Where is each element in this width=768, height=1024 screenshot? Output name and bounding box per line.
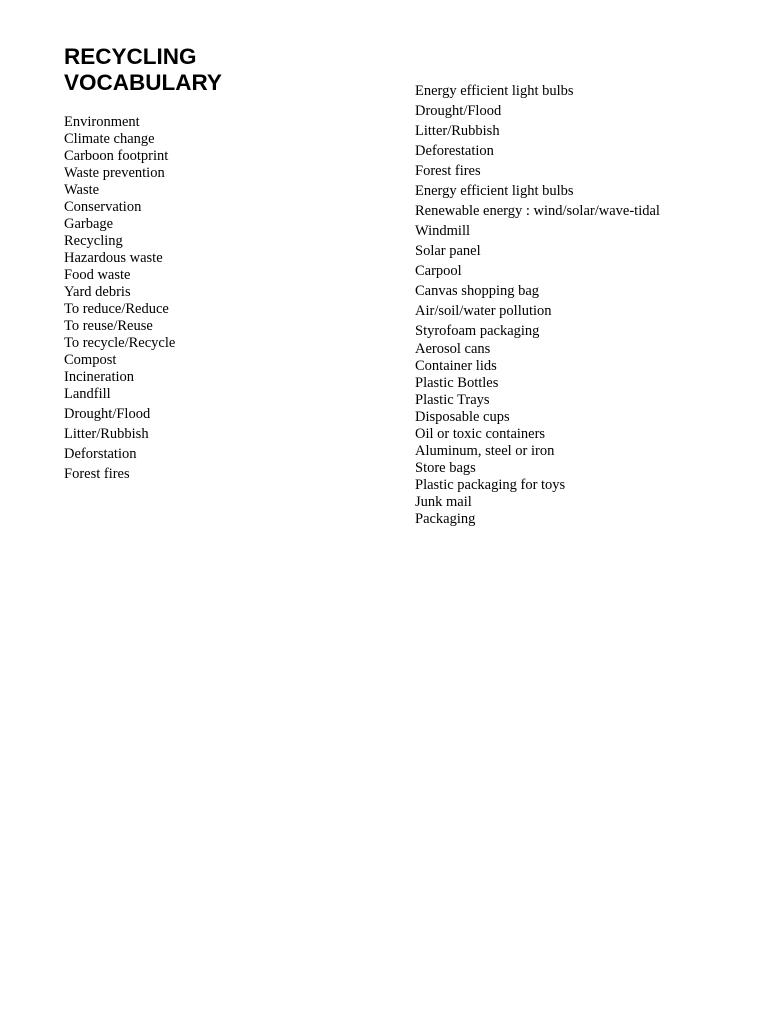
vocabulary-list-left xyxy=(64,114,364,486)
vocab-item: Waste prevention xyxy=(64,165,165,181)
vocab-item: Climate change xyxy=(64,131,155,147)
vocab-item: Recycling xyxy=(64,233,123,249)
vocab-item: Forest fires xyxy=(64,466,130,482)
vocab-item: Compost xyxy=(64,352,117,368)
vocab-item: Plastic Bottles xyxy=(415,375,499,391)
vocab-item: Deforstation xyxy=(64,446,137,462)
vocab-item: Conservation xyxy=(64,199,142,215)
vocab-item: Environment xyxy=(64,114,140,130)
vocab-item: Waste xyxy=(64,182,100,198)
vocab-item: Packaging xyxy=(415,511,476,527)
vocab-item: To reduce/Reduce xyxy=(64,301,169,317)
vocab-item: To reuse/Reuse xyxy=(64,318,153,334)
vocab-item: Energy efficient light bulbs xyxy=(415,183,574,199)
title-line-2: VOCABULARY xyxy=(64,70,222,95)
vocab-item: Drought/Flood xyxy=(64,406,151,422)
vocab-item: Drought/Flood xyxy=(415,103,502,119)
vocab-item: Plastic packaging for toys xyxy=(415,477,566,493)
vocab-item: Litter/Rubbish xyxy=(64,426,149,442)
vocab-item: Hazardous waste xyxy=(64,250,163,266)
vocab-item: Landfill xyxy=(64,386,111,402)
vocab-item: Yard debris xyxy=(64,284,131,300)
vocab-item: Food waste xyxy=(64,267,131,283)
vocab-item: Oil or toxic containers xyxy=(415,426,546,442)
vocab-item: Aerosol cans xyxy=(415,341,491,357)
vocab-item: Incineration xyxy=(64,369,135,385)
vocab-item: Carpool xyxy=(415,263,462,279)
vocab-item: Carboon footprint xyxy=(64,148,169,164)
vocab-item: Styrofoam packaging xyxy=(415,323,540,339)
vocab-item: Store bags xyxy=(415,460,476,476)
vocab-item: Junk mail xyxy=(415,494,472,510)
page-title xyxy=(64,44,364,96)
vocab-item: Windmill xyxy=(415,223,470,239)
vocab-item: Canvas shopping bag xyxy=(415,283,540,299)
vocabulary-list-right xyxy=(415,83,755,528)
vocab-item: Disposable cups xyxy=(415,409,510,425)
vocab-item: To recycle/Recycle xyxy=(64,335,176,351)
vocab-item: Forest fires xyxy=(415,163,481,179)
vocab-item: Solar panel xyxy=(415,243,481,259)
vocab-item: Deforestation xyxy=(415,143,494,159)
vocab-item: Aluminum, steel or iron xyxy=(415,443,555,459)
vocab-item: Container lids xyxy=(415,358,497,374)
vocab-item: Renewable energy : wind/solar/wave-tidal xyxy=(415,203,660,219)
vocab-item: Air/soil/water pollution xyxy=(415,303,552,319)
vocab-item: Energy efficient light bulbs xyxy=(415,83,574,99)
vocab-item: Litter/Rubbish xyxy=(415,123,500,139)
title-line-1: RECYCLING xyxy=(64,44,197,69)
vocab-item: Plastic Trays xyxy=(415,392,490,408)
vocab-item: Garbage xyxy=(64,216,114,232)
